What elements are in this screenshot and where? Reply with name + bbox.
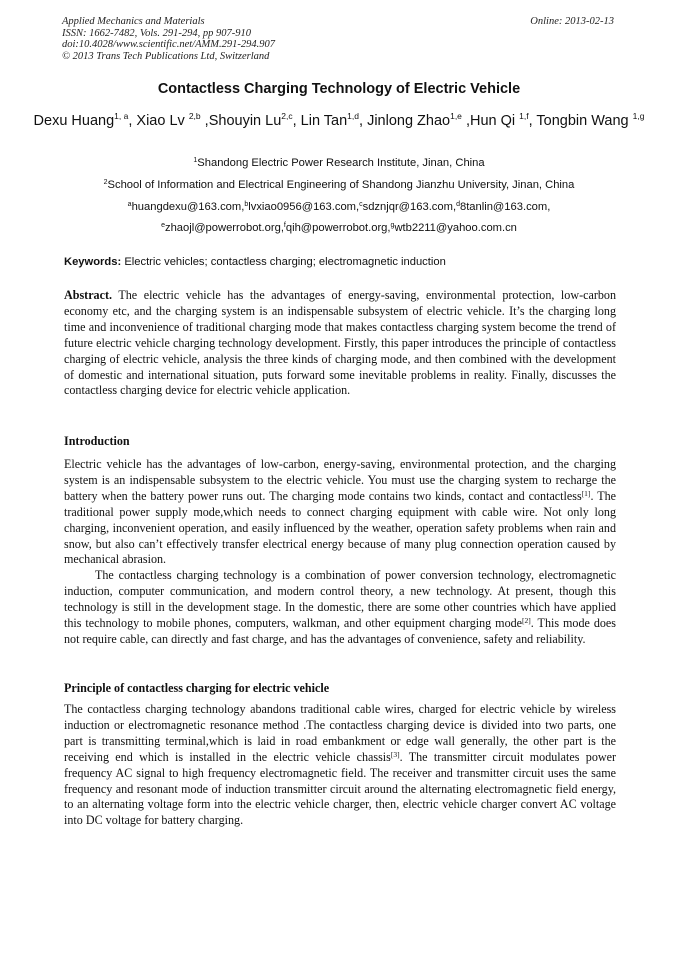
author	[536, 113, 644, 129]
author-sup: 1,f	[519, 111, 529, 121]
email: $^e$zhaojl@powerrobot.org,	[161, 222, 284, 234]
journal-issn: ISSN: 1662-7482, Vols. 291-294, pp 907-910	[62, 27, 251, 39]
author-name: Tongbin Wang	[536, 113, 633, 129]
email: $^b$lvxiao0956@163.com,	[244, 201, 360, 213]
author-sep: ,	[461, 113, 470, 129]
author-name: Xiao Lv	[136, 113, 189, 129]
abstract	[64, 288, 616, 399]
affiliation-sup: 1	[193, 157, 198, 164]
author	[209, 113, 301, 129]
affiliation-1	[0, 157, 678, 169]
journal-copyright: © 2013 Trans Tech Publications Ltd, Switzerland	[62, 50, 270, 62]
section-heading-introduction: Introduction	[64, 434, 130, 448]
author-name: Shouyin Lu	[208, 113, 282, 129]
paragraph: The contactless charging technology is a combination of power conversion technology, electromagnetic induction, computer communication, and modern control theory, a new technology. At present, though this technology is still in the development stage. In the domestic, there are some other countries which have applied this technology to mobile phones, computers, walkman, and other equipment charging mode[2]. This mode does not require cable, can directly and fast charge, and has the advantages of convenience, safety and reliability.	[64, 568, 616, 646]
keywords	[64, 256, 616, 268]
author-name: Dexu Huang	[33, 113, 115, 129]
affiliation-text: School of Information and Electrical Engineering of Shandong Jianzhu University, Jinan, China	[107, 179, 575, 191]
email: $^c$sdznjqr@163.com,	[359, 201, 457, 213]
author-name: Lin Tan	[300, 113, 348, 129]
author-name: Hun Qi	[469, 113, 520, 129]
paper-title: Contactless Charging Technology of Electric Vehicle	[157, 81, 521, 97]
citation: [1]	[581, 488, 591, 498]
author-sup: 1, a	[114, 111, 129, 121]
author	[301, 113, 367, 129]
author-sup: 1,g	[632, 111, 645, 121]
author-sep: ,	[528, 113, 533, 129]
author-sep: ,	[359, 113, 368, 129]
abstract-text: The electric vehicle has the advantages of energy-saving, environmental protection, low-carbon economy etc, and the charging system is an indispensable subsystem of electric vehicle. It’s the charging long time and inconvenience of traditional charging mode that makes contactless charging system become the trend of future electric vehicle charging technology development. Firstly, this paper introduces the principle of contactless charging of electric vehicle, analysis the three kinds of charging mode, and then combined with the development of domestic and international situation, puts forward some inevitable problems in reality. Finally, discusses the contactless charging device for electric vehicle application.	[64, 288, 617, 398]
author-sup: 2,c	[281, 111, 293, 121]
journal-doi: doi:10.4028/www.scientific.net/AMM.291-294.907	[62, 39, 275, 51]
email: $^f$qih@powerrobot.org,	[283, 222, 391, 234]
author-sep: ,	[128, 113, 137, 129]
author-sep: ,	[200, 113, 209, 129]
email: $^d$8tanlin@163.com,	[456, 201, 551, 213]
citation: [3]	[390, 749, 400, 759]
paragraph: The contactless charging technology abandons traditional cable wires, charged for electric vehicle by wireless induction or electromagnetic resonance method .The contactless charging device is divided into two parts, one part is transmitting terminal,which is laid in road embankment or edge wall generally, the other part is the receiving end which is installed in the electric vehicle chassis[3]. The transmitter circuit modulates power frequency AC signal to high frequency electromagnetic field. The receiver and transmitter circuit uses the same frequency and resonant mode of induction transmitter circuit around the alternating electromagnetic field energy, to an alternating voltage form into the electric vehicle charger, then, electric vehicle charger convert AC voltage into DC voltage for battery charging.	[64, 702, 616, 828]
author	[367, 113, 470, 129]
keywords-text: Electric vehicles; contactless charging; electromagnetic induction	[124, 256, 446, 268]
author	[34, 113, 137, 129]
affiliation-text: Shandong Electric Power Research Institute, Jinan, China	[197, 157, 485, 169]
affiliation-sup: 2	[103, 179, 108, 186]
author-sep: ,	[292, 113, 301, 129]
section-heading-principle: Principle of contactless charging for electric vehicle	[64, 681, 330, 695]
principle-body	[64, 702, 616, 829]
journal-name: Applied Mechanics and Materials	[62, 16, 205, 27]
abstract-label: Abstract.	[64, 288, 113, 302]
author-list	[0, 112, 678, 131]
introduction-body	[64, 457, 616, 648]
author-name: Jinlong Zhao	[367, 113, 451, 129]
author-sup: 2,b	[188, 111, 201, 121]
email-line-2	[0, 222, 678, 234]
keywords-label: Keywords:	[64, 256, 122, 268]
author-sup: 1,e	[450, 111, 462, 121]
affiliation-2	[0, 179, 678, 191]
author	[136, 113, 208, 129]
author	[470, 113, 533, 129]
email-line-1	[0, 201, 678, 213]
citation: [2]	[522, 616, 531, 626]
paragraph: Electric vehicle has the advantages of low-carbon, energy-saving, environmental protection, and the charging system is an indispensable subsystem to the electric vehicle. You must use the charging system to recharge the battery when the battery power runs out. The charging mode contains two kinds, contact and contactless[1]. The traditional power supply mode,which needs to connect charging equipment with cable wire. Not only long charging, inconvenient operation, and easily influenced by the weather, operation safety problems when rain and snow, but also can’t effectively transfer electrical energy because of many plug connection operation caused by mechanical abrasion.	[64, 457, 617, 567]
author-sup: 1,d	[347, 111, 359, 121]
email: $^a$huangdexu@163.com,	[127, 201, 245, 213]
online-date: Online: 2013-02-13	[530, 16, 614, 27]
email: $^g$wtb2211@yahoo.com.cn	[390, 222, 517, 234]
journal-header	[62, 16, 275, 62]
